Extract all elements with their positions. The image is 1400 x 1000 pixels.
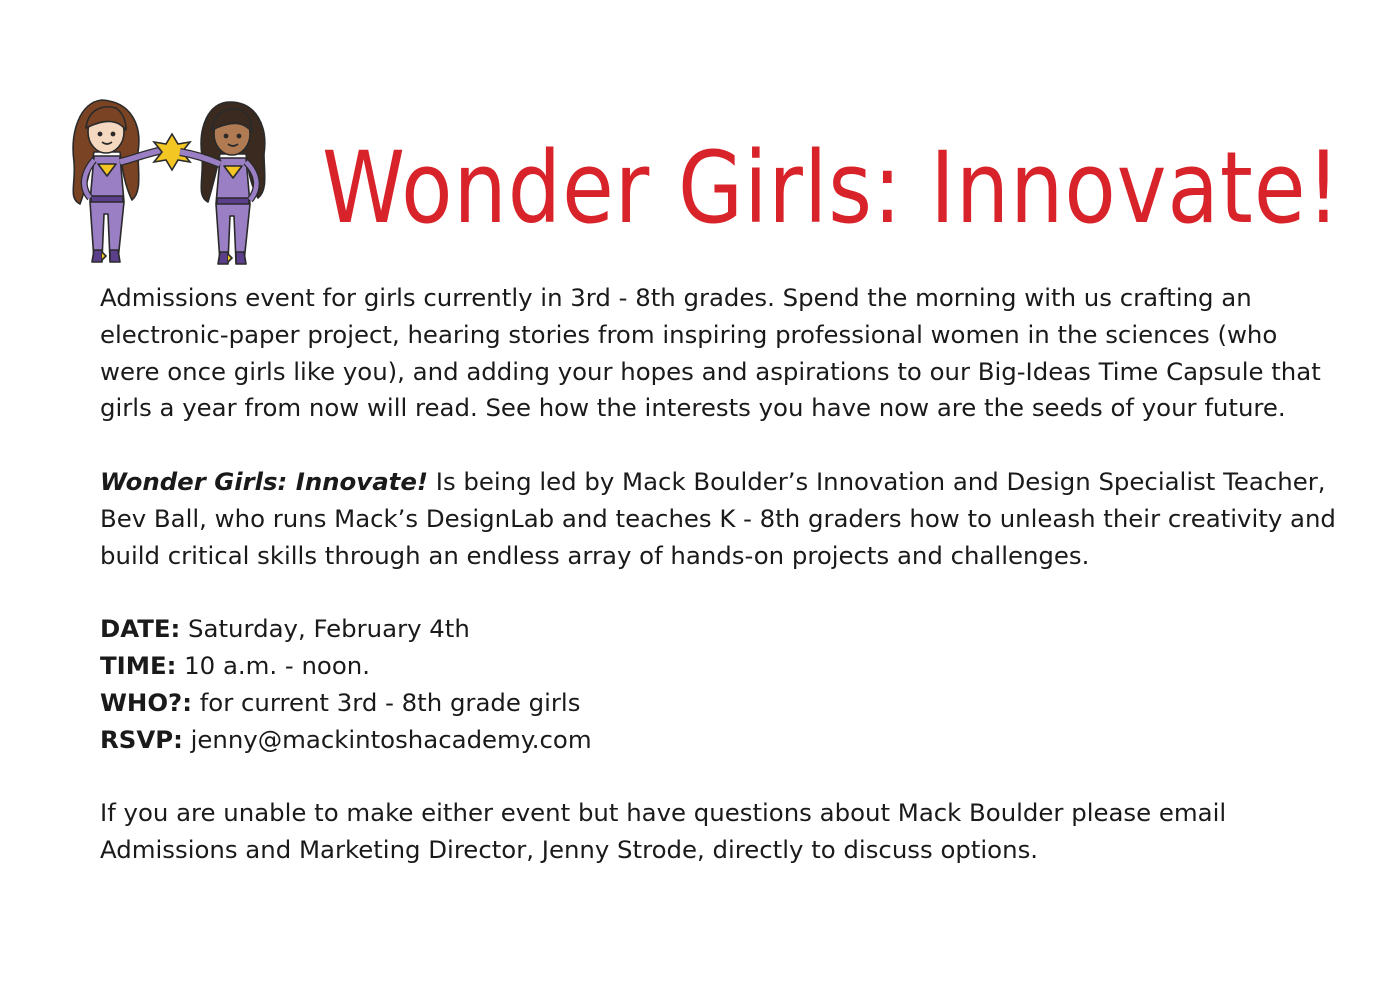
intro-paragraph: Admissions event for girls currently in 3rd - 8th grades. Spend the morning with us crafting an electronic-paper project, hearing stories from inspiring professional women in the sciences (who were once girls like you), and adding your hopes and aspirations to our Big-Ideas Time Capsule that girls a year from now will read. See how the interests you have now are the seeds of your future. [100,283,1321,423]
closing-paragraph: If you are unable to make either event but have questions about Mack Boulder please email Admissions and Marketing Director, Jenny Strode, directly to discuss options. [100,798,1227,864]
detail-who-label: WHO?: [100,687,192,717]
detail-time [100,648,1340,685]
detail-date-label: DATE: [100,614,181,644]
detail-rsvp-value[interactable]: jenny@mackintoshacademy.com [182,724,592,754]
leader-paragraph-lead: Wonder Girls: Innovate! [100,466,428,496]
detail-date-value: Saturday, February 4th [180,614,470,644]
detail-time-value: 10 a.m. - noon. [176,650,370,680]
two-superhero-girls-high-five-illustration [62,92,282,277]
detail-time-label: TIME: [100,650,177,680]
detail-who [100,685,1340,722]
detail-rsvp-label: RSVP: [100,724,183,754]
leader-paragraph-body: Is being led by Mack Boulder’s Innovation and Design Specialist Teacher, Bev Ball, who runs Mack’s DesignLab and teaches K - 8th graders how to unleash their creativity and build critical skills through an endless array of hands-on projects and challenges. [100,466,1336,570]
detail-rsvp [100,722,1340,759]
spacer [100,758,1340,795]
detail-who-value: for current 3rd - 8th grade girls [191,687,581,717]
left-girl-figure [73,100,164,262]
leader-paragraph [100,464,1340,574]
right-girl-figure [180,102,265,264]
detail-date [100,611,1340,648]
page-title: Wonder Girls: Innovate! [322,129,1342,246]
spacer [100,574,1340,611]
spacer [100,427,1340,464]
event-description [100,280,1340,869]
